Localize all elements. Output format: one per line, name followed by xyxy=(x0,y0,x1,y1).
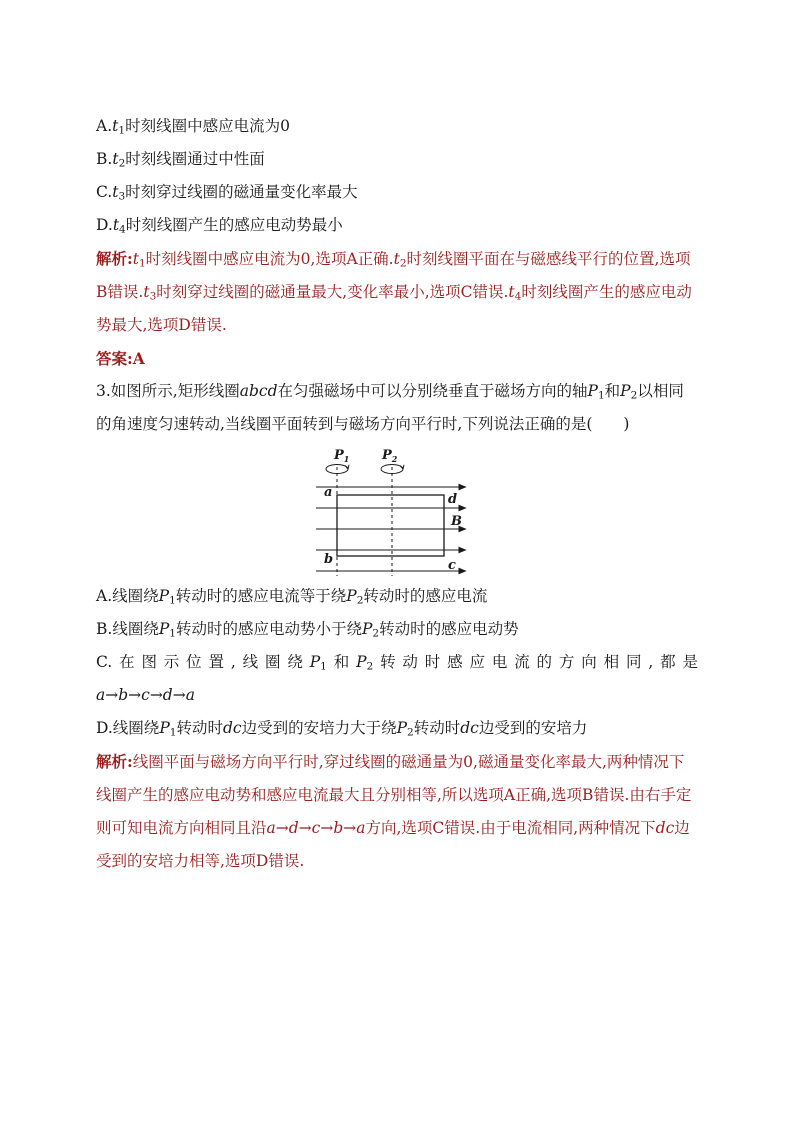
q3-option-c-text: 转动时感应电流的方向相同,都是 xyxy=(373,653,698,671)
time-variable: t xyxy=(393,250,400,268)
time-subscript: 3 xyxy=(149,290,157,303)
q2-option-c xyxy=(96,176,698,209)
axis-subscript: 2 xyxy=(366,660,374,673)
axis-subscript: 1 xyxy=(169,726,177,739)
corner-c-label: c xyxy=(448,558,456,573)
q3-option-d xyxy=(96,712,698,745)
q2-option-c-prefix: C. xyxy=(96,183,113,201)
q3-option-b-text: 转动时的感应电动势 xyxy=(379,620,519,638)
analysis-sentence-2: 时刻线圈平面在与磁感线平行的位置,选项B错误. xyxy=(96,250,691,301)
time-variable: t xyxy=(112,150,119,168)
q3-option-a-text: 转动时的感应电流 xyxy=(363,587,488,605)
axis-variable: P xyxy=(309,653,321,671)
document-page xyxy=(96,110,698,878)
conjunction: 和 xyxy=(604,382,621,400)
conjunction: 和 xyxy=(326,653,357,671)
side-dc: dc xyxy=(460,719,479,737)
q2-option-a-text: 时刻线圈中感应电流为0 xyxy=(125,117,290,135)
axis-variable: P xyxy=(158,620,170,638)
q2-option-a-prefix: A. xyxy=(96,117,113,135)
side-dc: dc xyxy=(222,719,242,737)
q3-stem-part-1: 3.如图所示,矩形线圈 xyxy=(96,382,240,400)
axis-p1-label: $P_1$ xyxy=(334,448,350,464)
time-subscript: 4 xyxy=(119,223,126,236)
corner-a-label: a xyxy=(324,485,333,500)
time-subscript: 1 xyxy=(138,257,146,270)
q2-option-d xyxy=(96,209,698,242)
q3-option-b-mid: 转动时的感应电动势小于绕 xyxy=(175,620,362,638)
q2-analysis xyxy=(96,242,698,342)
time-subscript: 2 xyxy=(118,157,126,170)
q3-option-c xyxy=(96,646,698,679)
axis-subscript: 1 xyxy=(169,594,176,607)
q3-option-a-mid: 转动时的感应电流等于绕 xyxy=(175,587,347,605)
axis-variable: P xyxy=(620,382,631,400)
q3-analysis-part-3: 边受到的安培力相等,选项D错误. xyxy=(96,819,690,870)
q3-analysis-part-1: 线圈平面与磁场方向平行时,穿过线圈的磁通量为0,磁通量变化率最大,两种情况下线圈产生的感应电动势和感应电流最大且分别相等,所以选项A正确,选项B错误.由右手定则可知电流方向相同且沿 xyxy=(96,753,692,837)
time-subscript: 4 xyxy=(514,290,522,303)
q3-analysis-part-2: 方向,选项C错误.由于电流相同,两种情况下 xyxy=(365,819,656,837)
q3-stem-part-3: 以相同的角速度匀速转动,当线圈平面转到与磁场方向平行时,下列说法正确的是( ) xyxy=(96,382,684,433)
time-subscript: 2 xyxy=(399,257,407,270)
q3-option-a xyxy=(96,580,698,613)
q3-option-d-prefix: D.线圈绕 xyxy=(96,719,160,737)
q3-stem-part-2: 在匀强磁场中可以分别绕垂直于磁场方向的轴 xyxy=(277,382,588,400)
axis-subscript: 1 xyxy=(320,660,327,673)
q2-option-b-prefix: B. xyxy=(96,150,113,168)
time-variable: t xyxy=(508,283,515,301)
q3-option-a-prefix: A.线圈绕 xyxy=(96,587,159,605)
q3-option-b-prefix: B.线圈绕 xyxy=(96,620,159,638)
analysis-label: 解析: xyxy=(96,249,133,268)
axis-variable: P xyxy=(356,653,367,671)
coil-name: abcd xyxy=(239,382,278,400)
q2-option-d-text: 时刻线圈产生的感应电动势最小 xyxy=(125,216,343,234)
axis-subscript: 2 xyxy=(407,726,414,739)
axis-variable: P xyxy=(361,620,373,638)
q3-stem xyxy=(96,375,698,441)
q3-option-d-mid-1: 转动时 xyxy=(176,719,223,737)
corner-d-label: d xyxy=(448,492,458,507)
axis-subscript: 2 xyxy=(372,627,380,640)
q2-option-b-text: 时刻线圈通过中性面 xyxy=(125,150,265,168)
analysis-sentence-1: 时刻线圈中感应电流为0,选项A正确. xyxy=(145,250,394,268)
answer-label: 答案: xyxy=(96,349,133,368)
q2-option-c-text: 时刻穿过线圈的磁通量变化率最大 xyxy=(125,183,358,201)
q2-option-b xyxy=(96,143,698,176)
axis-subscript: 1 xyxy=(597,389,605,402)
coil-figure xyxy=(96,445,698,578)
axis-variable: P xyxy=(158,587,170,605)
axis-subscript: 1 xyxy=(169,627,176,640)
coil-rectangle xyxy=(337,495,444,556)
time-variable: t xyxy=(112,117,119,135)
time-subscript: 3 xyxy=(118,190,126,203)
axis-variable: P xyxy=(159,719,170,737)
axis-variable: P xyxy=(396,719,408,737)
axis-variable: P xyxy=(346,587,357,605)
current-path: a→d→c→b→a xyxy=(266,819,366,837)
q2-option-a xyxy=(96,110,698,143)
q3-option-d-mid-3: 转动时 xyxy=(413,719,461,737)
current-path: a→b→c→d→a xyxy=(96,686,195,704)
side-dc: dc xyxy=(655,819,675,837)
q3-option-d-mid-2: 边受到的安培力大于绕 xyxy=(241,719,397,737)
axis-p2-label: $P_2$ xyxy=(382,448,398,464)
time-subscript: 1 xyxy=(118,124,126,137)
q2-option-d-prefix: D. xyxy=(96,216,113,234)
axis-subscript: 2 xyxy=(356,594,364,607)
time-variable: t xyxy=(112,183,119,201)
q3-analysis xyxy=(96,745,698,878)
analysis-label: 解析: xyxy=(96,752,133,771)
q2-answer xyxy=(96,342,698,375)
q3-option-c-path xyxy=(96,679,698,712)
axis-variable: P xyxy=(587,382,598,400)
analysis-sentence-4: 时刻线圈产生的感应电动势最大,选项D错误. xyxy=(96,283,692,334)
field-b-label: B xyxy=(451,514,462,529)
corner-b-label: b xyxy=(324,552,334,567)
q3-option-b xyxy=(96,613,698,646)
q3-option-d-text: 边受到的安培力 xyxy=(478,719,588,737)
time-variable: t xyxy=(143,283,150,301)
coil-diagram xyxy=(312,445,482,578)
time-variable: t xyxy=(112,216,120,234)
axis-subscript: 2 xyxy=(630,389,638,402)
answer-value: A xyxy=(132,349,145,368)
time-variable: t xyxy=(132,250,139,268)
analysis-sentence-3: 时刻穿过线圈的磁通量最大,变化率最小,选项C错误. xyxy=(156,283,509,301)
q3-option-c-prefix: C.在图示位置,线圈绕 xyxy=(96,653,310,671)
